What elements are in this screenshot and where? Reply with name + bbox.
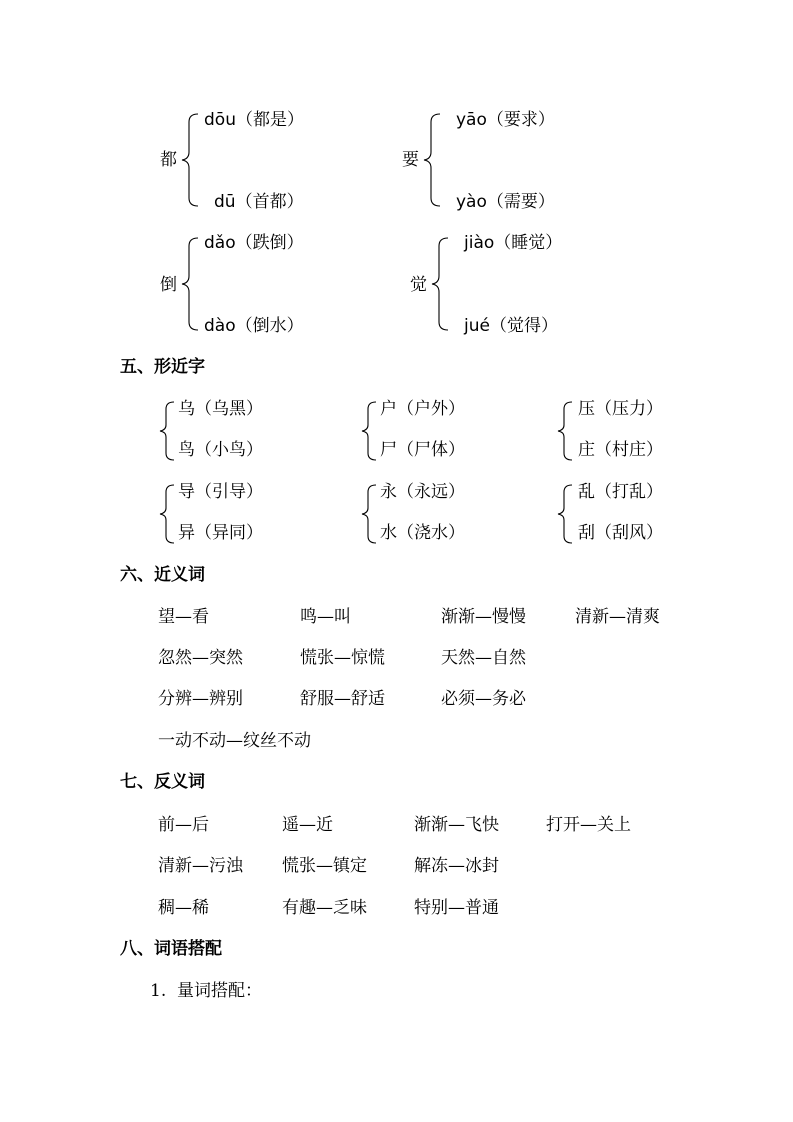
pinyin: dū xyxy=(214,192,236,212)
word: （需要） xyxy=(486,192,555,212)
similar-char-item: 刮（刮风） xyxy=(578,523,663,543)
word-pair: 分辨—辨别 xyxy=(158,689,243,709)
pinyin: yāo xyxy=(456,110,487,130)
similar-char-item: 压（压力） xyxy=(578,399,663,419)
similar-char-item: 乱（打乱） xyxy=(578,482,663,502)
word-pair: 望—看 xyxy=(158,607,209,627)
polyphone-reading xyxy=(204,316,304,336)
brace-icon xyxy=(180,112,200,208)
brace-icon xyxy=(556,401,574,461)
word-pair: 忽然—突然 xyxy=(158,648,243,668)
similar-char-item: 异（异同） xyxy=(178,523,263,543)
similar-char-item: 户（户外） xyxy=(380,399,465,419)
polyphone-reading xyxy=(464,233,562,253)
word-pair: 慌张—镇定 xyxy=(282,856,367,876)
polyphone-char: 倒 xyxy=(160,275,177,295)
brace-icon xyxy=(422,112,442,208)
brace-icon xyxy=(158,484,176,544)
word-pair: 慌张—惊慌 xyxy=(300,648,385,668)
polyphone-char: 觉 xyxy=(410,275,427,295)
word-pair: 特别—普通 xyxy=(414,898,499,918)
pinyin: jué xyxy=(464,316,490,336)
word: （首都） xyxy=(235,192,304,212)
list-item: 1. 量词搭配： xyxy=(150,981,263,1001)
section-heading: 八、词语搭配 xyxy=(120,939,222,959)
pinyin: dào xyxy=(204,316,236,336)
word-pair: 解冻—冰封 xyxy=(414,856,499,876)
similar-char-item: 庄（村庄） xyxy=(578,440,663,460)
word: （倒水） xyxy=(235,316,304,336)
pinyin: dǎo xyxy=(204,233,236,253)
word-pair: 舒服—舒适 xyxy=(300,689,385,709)
word-pair: 遥—近 xyxy=(282,815,333,835)
brace-icon xyxy=(556,484,574,544)
word-pair: 一动不动—纹丝不动 xyxy=(158,731,311,751)
similar-char-item: 导（引导） xyxy=(178,482,263,502)
word-pair: 天然—自然 xyxy=(441,648,526,668)
polyphone-reading xyxy=(456,110,555,130)
section-heading: 六、近义词 xyxy=(120,565,205,585)
section-heading: 五、形近字 xyxy=(120,357,205,377)
polyphone-reading xyxy=(204,110,304,130)
polyphone-reading xyxy=(456,192,555,212)
similar-char-item: 鸟（小鸟） xyxy=(178,440,263,460)
word-pair: 鸣—叫 xyxy=(300,607,351,627)
word: （要求） xyxy=(486,110,555,130)
similar-char-item: 水（浇水） xyxy=(380,523,465,543)
word: （跌倒） xyxy=(235,233,304,253)
brace-icon xyxy=(360,401,378,461)
brace-icon xyxy=(158,401,176,461)
similar-char-item: 乌（乌黑） xyxy=(178,399,263,419)
word: （都是） xyxy=(235,110,304,130)
polyphone-reading xyxy=(214,192,304,212)
word-pair: 清新—清爽 xyxy=(575,607,660,627)
brace-icon xyxy=(430,236,450,332)
word-pair: 必须—务必 xyxy=(441,689,526,709)
brace-icon xyxy=(360,484,378,544)
pinyin: dōu xyxy=(204,110,236,130)
brace-icon xyxy=(180,236,200,332)
polyphone-char: 都 xyxy=(160,150,177,170)
section-heading: 七、反义词 xyxy=(120,772,205,792)
word-pair: 有趣—乏味 xyxy=(282,898,367,918)
word-pair: 渐渐—慢慢 xyxy=(441,607,526,627)
word-pair: 稠—稀 xyxy=(158,898,209,918)
word: （觉得） xyxy=(489,316,558,336)
polyphone-char: 要 xyxy=(402,150,419,170)
similar-char-item: 尸（尸体） xyxy=(380,440,465,460)
word-pair: 打开—关上 xyxy=(546,815,631,835)
polyphone-reading xyxy=(464,316,558,336)
word-pair: 渐渐—飞快 xyxy=(414,815,499,835)
similar-char-item: 永（永远） xyxy=(380,482,465,502)
word-pair: 清新—污浊 xyxy=(158,856,243,876)
word-pair: 前—后 xyxy=(158,815,209,835)
word: （睡觉） xyxy=(494,233,563,253)
pinyin: yào xyxy=(456,192,487,212)
polyphone-reading xyxy=(204,233,304,253)
pinyin: jiào xyxy=(464,233,495,253)
